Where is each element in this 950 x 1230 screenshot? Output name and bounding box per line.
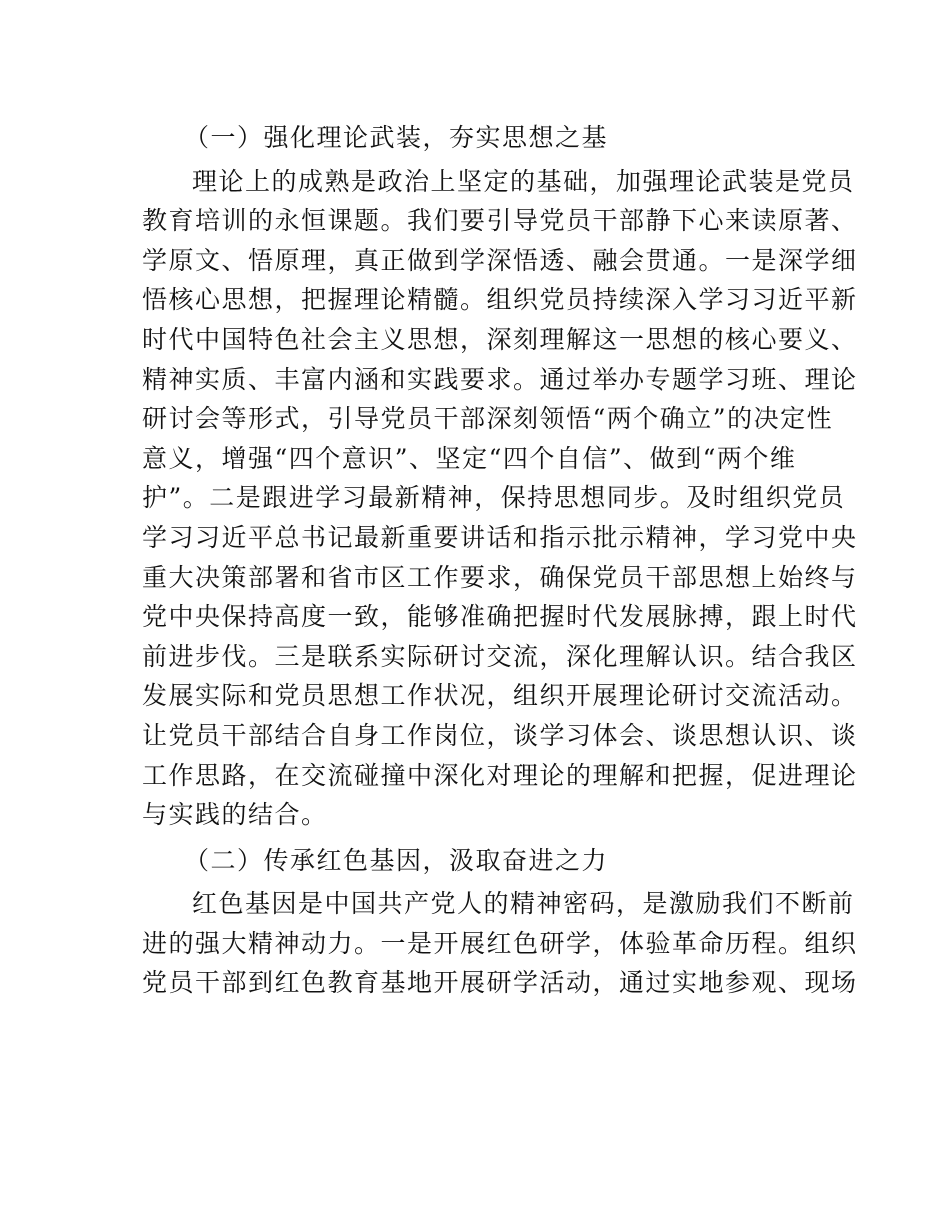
paragraph-line: 让党员干部结合自身工作岗位，谈学习体会、谈思想认识、谈 bbox=[142, 720, 858, 750]
paragraph-line: 理论上的成熟是政治上坚定的基础，加强理论武装是党员 bbox=[192, 166, 855, 196]
paragraph-line: 前进步伐。三是联系实际研讨交流，深化理解认识。结合我区 bbox=[142, 641, 858, 671]
paragraph-line: 重大决策部署和省市区工作要求，确保党员干部思想上始终与 bbox=[142, 562, 858, 592]
paragraph-line: 红色基因是中国共产党人的精神密码，是激励我们不断前 bbox=[192, 889, 855, 919]
paragraph-line: 党中央保持高度一致，能够准确把握时代发展脉搏，跟上时代 bbox=[142, 602, 858, 632]
paragraph-1 bbox=[142, 162, 858, 835]
paragraph-line: 党员干部到红色教育基地开展研学活动，通过实地参观、现场 bbox=[142, 968, 858, 998]
paragraph-line: 学习习近平总书记最新重要讲话和指示批示精神，学习党中央 bbox=[142, 522, 858, 552]
paragraph-line: 与实践的结合。 bbox=[142, 800, 328, 830]
section-heading-1: （一）强化理论武装，夯实思想之基 bbox=[184, 123, 609, 152]
paragraph-line: 意义，增强“四个意识”、坚定“四个自信”、做到“两个维 bbox=[142, 443, 797, 473]
paragraph-line: 护”。二是跟进学习最新精神，保持思想同步。及时组织党员 bbox=[142, 483, 846, 513]
document-body bbox=[142, 118, 858, 1003]
paragraph-line: 工作思路，在交流碰撞中深化对理论的理解和把握，促进理论 bbox=[142, 760, 858, 790]
paragraph-line: 悟核心思想，把握理论精髓。组织党员持续深入学习习近平新 bbox=[142, 285, 858, 315]
paragraph-line: 时代中国特色社会主义思想，深刻理解这一思想的核心要义、 bbox=[142, 324, 858, 354]
paragraph-line: 进的强大精神动力。一是开展红色研学，体验革命历程。组织 bbox=[142, 928, 858, 958]
paragraph-line: 精神实质、丰富内涵和实践要求。通过举办专题学习班、理论 bbox=[142, 364, 858, 394]
paragraph-line: 发展实际和党员思想工作状况，组织开展理论研讨交流活动。 bbox=[142, 681, 858, 711]
paragraph-line: 研讨会等形式，引导党员干部深刻领悟“两个确立”的决定性 bbox=[142, 404, 834, 434]
paragraph-line: 学原文、悟原理，真正做到学深悟透、融会贯通。一是深学细 bbox=[142, 245, 858, 275]
paragraph-line: 教育培训的永恒课题。我们要引导党员干部静下心来读原著、 bbox=[142, 206, 858, 236]
paragraph-2 bbox=[142, 884, 858, 1003]
section-heading-2: （二）传承红色基因，汲取奋进之力 bbox=[184, 845, 609, 875]
